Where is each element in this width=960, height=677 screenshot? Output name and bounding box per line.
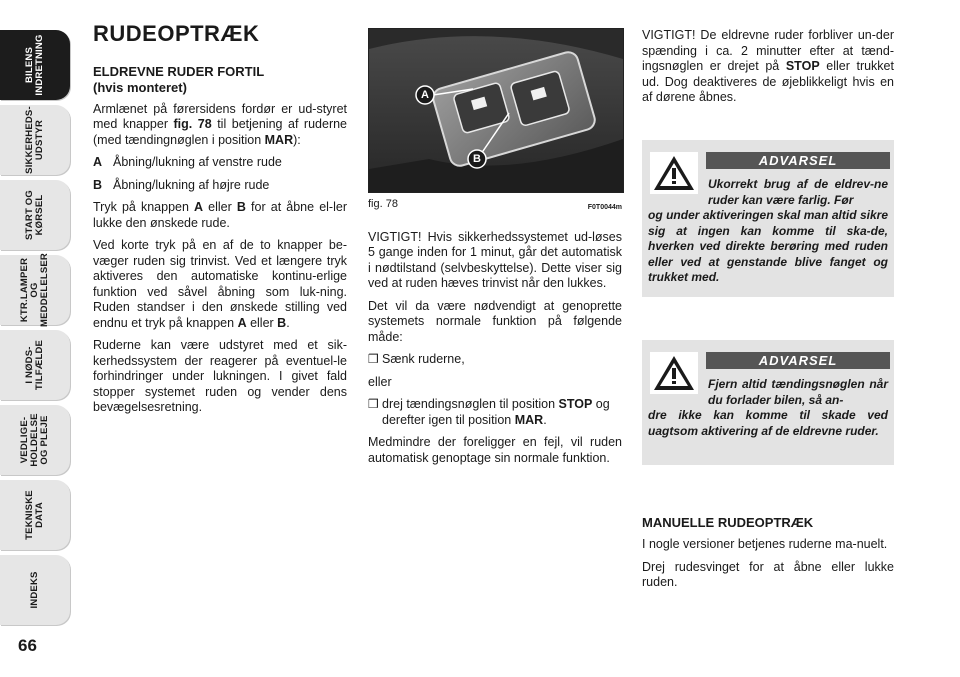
callout-a: A (421, 89, 429, 101)
tab-start-og-korsel[interactable]: START OG KØRSEL (0, 180, 70, 250)
column-3-intro (642, 28, 894, 113)
paragraph-korte-tryk: Ved korte tryk på en af de to knapper be-væger ruden sig trinvist. Ved et længere tryk aktiveres den automatiske kontinu-erlige funktion ved såvel åbning som luk-ning. Ruden standser i den ønskede stilling ved endnu et tryk på knappen A eller B. (93, 238, 347, 330)
section-heading-manual: MANUELLE RUDEOPTRÆK (642, 515, 814, 530)
paragraph-manual-1: I nogle versioner betjenes ruderne ma-nuelt. (642, 537, 888, 551)
checkbox-icon: ❒ (368, 352, 379, 366)
section-heading: ELDREVNE RUDER FORTIL (hvis monteret) (93, 63, 265, 95)
chapter-sidebar (0, 0, 72, 677)
figure-caption: fig. 78 F0T0044m (368, 198, 622, 211)
warning-box-1 (642, 140, 894, 297)
paragraph-medmindre: Medmindre der foreligger en fejl, vil ruden automatisk genoptage sin normale funktion. (368, 435, 622, 465)
page-number: 66 (18, 636, 37, 655)
checklist-item-saenk: ❒ Sænk ruderne, (368, 352, 465, 366)
column-2 (368, 28, 622, 473)
eller-text: eller (368, 374, 392, 389)
intro-paragraph: Armlænet på førersidens fordør er ud-styret med knapper fig. 78 til betjening af ruderne (med tændingnøglen i position MAR): (93, 101, 348, 147)
checklist-item-drej: ❒ drej tændingsnøglen til position STOP og derefter igen til position MAR. (368, 397, 610, 427)
list-item-b: B Åbning/lukning af højre rude (93, 177, 270, 192)
paragraph-vigtigt-nodtilstand: VIGTIGT! Hvis sikkerhedssystemet ud-løses 5 gange inden for 1 minut, går det automatisk i nødtilstand (selvbeskyttelse). Dette viser sig ved at ruden hæves trinvist når den lukkes. (368, 229, 622, 290)
page-title: RUDEOPTRÆK (93, 21, 260, 46)
checkbox-icon: ❒ (368, 397, 379, 411)
tab-indeks[interactable]: INDEKS (0, 555, 70, 625)
tab-vedligeholdelse[interactable]: VEDLIGE- HOLDELSE OG PLEJE (0, 405, 70, 475)
tab-sikkerhedsudstyr[interactable]: SIKKERHEDS- UDSTYR (0, 105, 70, 175)
warning-header: ADVARSEL (706, 152, 890, 169)
column-1 (93, 21, 348, 423)
manual-windows-section (642, 515, 894, 598)
paragraph-genoprette: Det vil da være nødvendigt at genoprette systemets normale funktion på følgende måde: (368, 298, 622, 344)
tab-bilens-indretning[interactable]: BILENS INDRETNING (0, 30, 70, 100)
tab-i-nodstilfaelde[interactable]: I NØDS- TILFÆLDE (0, 330, 70, 400)
tab-ktr-lamper[interactable]: KTR.LAMPER OG MEDDELELSER (0, 255, 70, 325)
warning-text: Ukorrekt brug af de eldrev-ne ruder kan være farlig. Før og under aktiveringen skal man altid sikre sig at ingen kan komme til ska-de, hverken ved direkte berøring med ruden eller ved at genstande blive fanget og trukket med. (648, 177, 888, 284)
warning-box-2 (642, 340, 894, 465)
callout-b: B (473, 153, 481, 165)
paragraph-vigtigt-spaending: VIGTIGT! De eldrevne ruder forbliver un-der spænding i ca. 2 minutter efter at tænd-ingsnøglen er drejet på STOP eller trukket ud. Dog deaktiveres de øjeblikkeligt hvis en af dørene åbnes. (642, 28, 894, 104)
tab-tekniske-data[interactable]: TEKNISKE DATA (0, 480, 70, 550)
paragraph-tryk: Tryk på knappen A eller B for at åbne el-ler lukke den ønskede rude. (93, 200, 347, 230)
list-item-a: A Åbning/lukning af venstre rude (93, 155, 282, 169)
warning-header: ADVARSEL (706, 352, 890, 369)
armrest-illustration (369, 29, 623, 192)
paragraph-sikkerhedssystem: Ruderne kan være udstyret med et sik-kerhedssystem der reagerer på eventuel-le forhindringer under lukningen. I givet fald stopper systemet ruden og vender dens bevægelsesretning. (93, 338, 347, 414)
figure-78-window-switches (368, 28, 624, 193)
paragraph-manual-2: Drej rudesvinget for at åbne eller lukke ruden. (642, 559, 894, 589)
warning-text: Fjern altid tændingsnøglen når du forlader bilen, så an- dre ikke kan komme til skade ved uagtsom aktivering af de eldrevne ruder. (648, 377, 888, 438)
figure-reference[interactable]: fig. 78 (173, 117, 212, 131)
